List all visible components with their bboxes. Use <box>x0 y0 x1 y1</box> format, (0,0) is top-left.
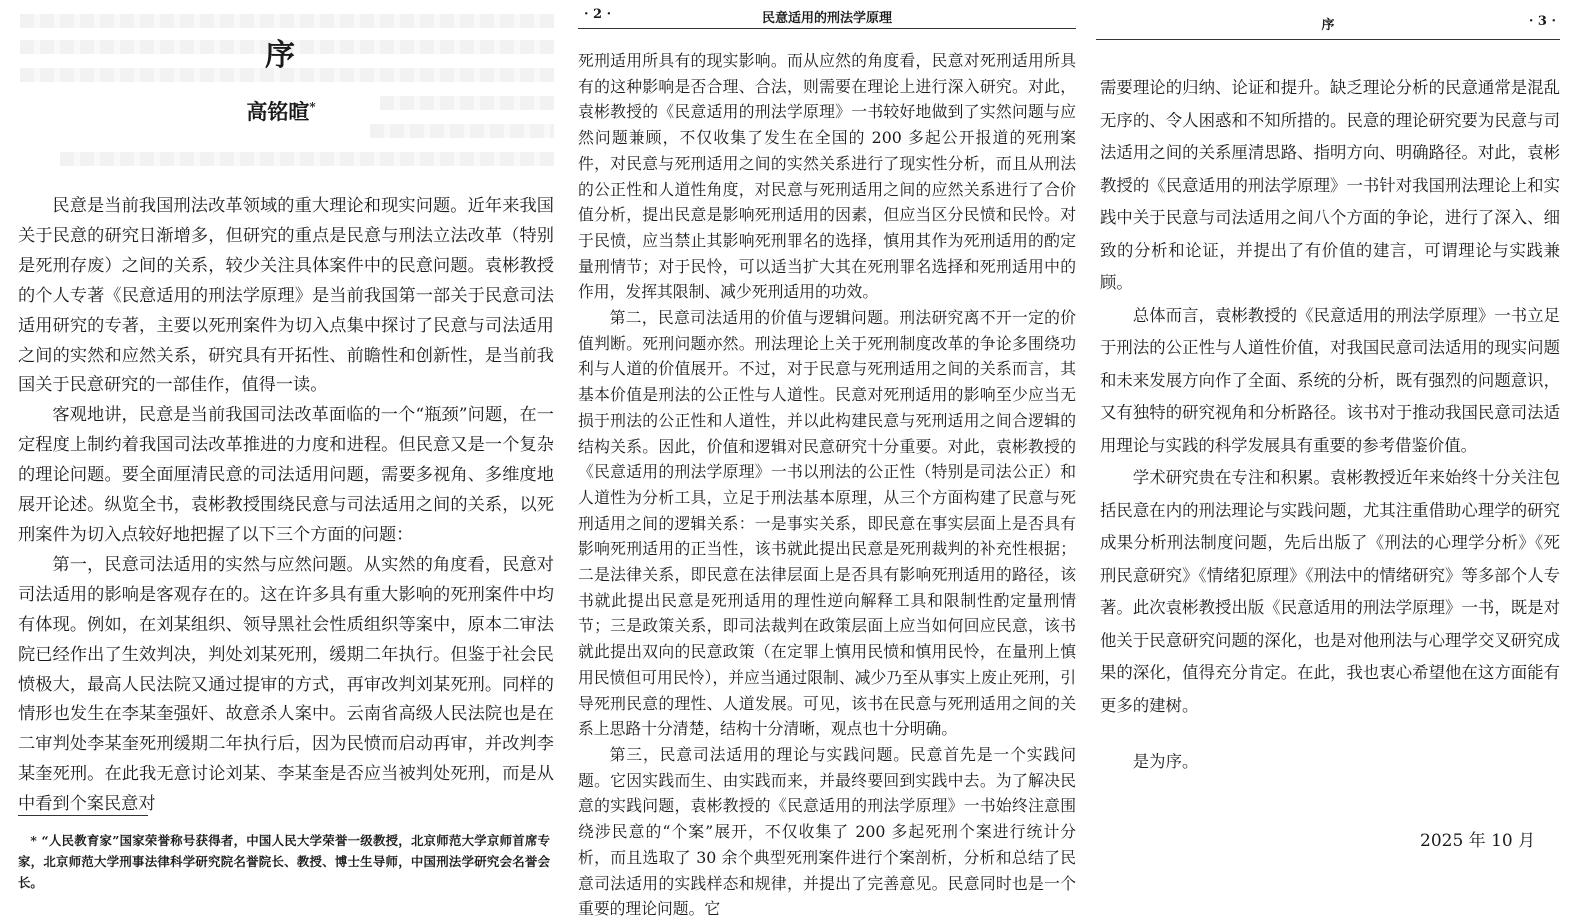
running-title: 序 <box>1321 18 1335 33</box>
paragraph: 第二，民意司法适用的价值与逻辑问题。刑法研究离不开一定的价值判断。死刑问题亦然。刑法理论上关于死刑制度改革的争论多围绕功利与人道的价值展开。不过，对于民意与死刑适用之间的关系而言，其基本价值是刑法的公正性与人道性。民意对死刑适用的影响至少应当无损于刑法的公正性和人道性，并以此构建民意与死刑适用之间合逻辑的结构关系。因此，价值和逻辑对民意研究十分重要。对此，袁彬教授的《民意适用的刑法学原理》一书以刑法的公正性（特别是司法公正）和人道性为分析工具，立足于刑法基本原理，从三个方面构建了民意与死刑适用之间的逻辑关系：一是事实关系，即民意在事实层面上是否具有影响死刑适用的正当性，该书就此提出民意是死刑裁判的补充性根据；二是法律关系，即民意在法律层面上是否具有影响死刑适用的路径，该书就此提出民意是死刑适用的理性逆向解释工具和限制性酌定量刑情节；三是政策关系，即司法裁判在政策层面上应当如何回应民意，该书就此提出双向的民意政策（在定罪上慎用民愤和慎用民怜，在量刑上慎用民愤但可用民怜），并应当通过限制、减少乃至从事实上废止死刑，引导死刑民意的理性、人道发展。可见，该书在民意与死刑适用之间的关系上思路十分清楚，结构十分清晰，观点也十分明确。 <box>578 308 1076 739</box>
paragraph: 死刑适用所具有的现实影响。而从应然的角度看，民意对死刑适用所具有的这种影响是否合理、合法，则需要在理论上进行深入研究。对此，袁彬教授的《民意适用的刑法学原理》一书较好地做到了实然问题与应然问题兼顾，不仅收集了发生在全国的 200 多起公开报道的死刑案件，对民意与死刑适用之间的实然关系进行了现实性分析，而且从刑法的公正性和人道性角度，对民意与死刑适用之间的应然关系进行了合价值分析，提出民意是影响死刑适用的因素，但应当区分民愤和民怜。对于民愤，应当禁止其影响死刑罪名的选择，慎用其作为死刑适用的酌定量刑情节；对于民怜，可以适当扩大其在死刑罪名选择和死刑适用中的作用，发挥其限制、减少死刑适用的功效。 <box>578 51 1076 302</box>
author-name <box>0 96 562 126</box>
page-middle <box>566 0 1086 920</box>
paragraph: 客观地讲，民意是当前我国司法改革面临的一个“瓶颈”问题，在一定程度上制约着我国司法改革推进的力度和进程。但民意又是一个复杂的理论问题。要全面厘清民意的司法适用问题，需要多视角、多维度地展开论述。纵览全书，袁彬教授围绕民意与司法适用之间的关系，以死刑案件为切入点较好地把握了以下三个方面的问题： <box>18 405 554 545</box>
footnote-divider <box>18 815 148 816</box>
page-right <box>1092 0 1572 920</box>
paragraph: 民意是当前我国刑法改革领域的重大理论和现实问题。近年来我国关于民意的研究日渐增多，但研究的重点是民意与刑法立法改革（特别是死刑存废）之间的关系，较少关注具体案件中的民意问题。袁彬教授的个人专著《民意适用的刑法学原理》是当前我国第一部关于民意司法适用研究的专著，主要以死刑案件为切入点集中探讨了民意与司法适用之间的实然和应然关系，研究具有开拓性、前瞻性和创新性，是当前我国关于民意研究的一部佳作，值得一读。 <box>18 196 554 396</box>
running-title: 民意适用的刑法学原理 <box>761 11 892 26</box>
body-text <box>1100 72 1560 722</box>
bleed-through-line <box>20 14 554 28</box>
author-text: 高铭暄 <box>246 99 310 124</box>
closing-line: 是为序。 <box>1132 752 1199 771</box>
paragraph: 总体而言，袁彬教授的《民意适用的刑法学原理》一书立足于刑法的公正性与人道性价值，对我国民意司法适用的现实问题和未来发展方向作了全面、系统的分析，既有强烈的问题意识，又有独特的研究视角和分析路径。该书对于推动我国民意司法适用理论与实践的科学发展具有重要的参考借鉴价值。 <box>1100 305 1560 455</box>
bleed-through-line <box>370 124 554 138</box>
date: 2025 年 10 月 <box>1420 831 1536 851</box>
paragraph: 第一，民意司法适用的实然与应然问题。从实然的角度看，民意对司法适用的影响是客观存在的。这在许多具有重大影响的死刑案件中均有体现。例如，在刘某组织、领导黑社会性质组织等案中，原本二审法院已经作出了生效判决，判处刘某死刑，缓期二年执行。但鉴于社会民愤极大，最高人民法院又通过提审的方式，再审改判刘某死刑。同样的情形也发生在李某奎强奸、故意杀人案中。云南省高级人民法院也是在二审判处李某奎死刑缓期二年执行后，因为民愤而启动再审，并改判李某奎死刑。在此我无意讨论刘某、李某奎是否应当被判处死刑，而是从中看到个案民意对 <box>18 554 554 815</box>
body-text <box>578 48 1076 920</box>
page-number: · 2 · <box>584 7 612 22</box>
paragraph: 需要理论的归纳、论证和提升。缺乏理论分析的民意通常是混乱无序的、令人困惑和不知所措的。民意的理论研究要为民意与司法适用之间的关系厘清思路、指明方向、明确路径。对此，袁彬教授的《民意适用的刑法学原理》一书针对我国刑法理论上和实践中关于民意与司法适用之间八个方面的争论，进行了深入、细致的分析和论证，并提出了有价值的建言，可谓理论与实践兼顾。 <box>1100 78 1560 292</box>
page-number: · 3 · <box>1528 14 1556 29</box>
page-title: 序 <box>265 38 297 73</box>
bleed-through-line <box>60 152 554 166</box>
page-left <box>0 0 562 920</box>
paragraph: 学术研究贵在专注和积累。袁彬教授近年来始终十分关注包括民意在内的刑法理论与实践问题，尤其注重借助心理学的研究成果分析刑法制度问题，先后出版了《刑法的心理学分析》《死刑民意研究》《情绪犯原理》《刑法中的情绪研究》等多部个人专著。此次袁彬教授出版《民意适用的刑法学原理》一书，既是对他关于民意研究问题的深化，也是对他刑法与心理学交叉研究成果的深化，值得充分肯定。在此，我也衷心希望他在这方面能有更多的建树。 <box>1100 468 1560 715</box>
running-header <box>578 3 1076 29</box>
running-header <box>1096 8 1560 40</box>
footnote: * “人民教育家”国家荣誉称号获得者，中国人民大学荣誉一级教授，北京师范大学京师首席专家，北京师范大学刑事法律科学研究院名誉院长、教授、博士生导师，中国刑法学研究会名誉会长。 <box>18 833 550 890</box>
paragraph: 第三，民意司法适用的理论与实践问题。民意首先是一个实践问题。它因实践而生、由实践而来，并最终要回到实践中去。为了解决民意的实践问题，袁彬教授的《民意适用的刑法学原理》一书始终注意围绕涉民意的“个案”展开，不仅收集了 200 多起死刑个案进行统计分析，而且选取了 30 余个典型死刑案件进行个案剖析，分析和总结了民意司法适用的实践样态和规律，并提出了完善意见。民意同时也是一个重要的理论问题。它 <box>578 744 1076 919</box>
footnote-marker: * <box>309 100 316 114</box>
body-text <box>18 192 554 820</box>
